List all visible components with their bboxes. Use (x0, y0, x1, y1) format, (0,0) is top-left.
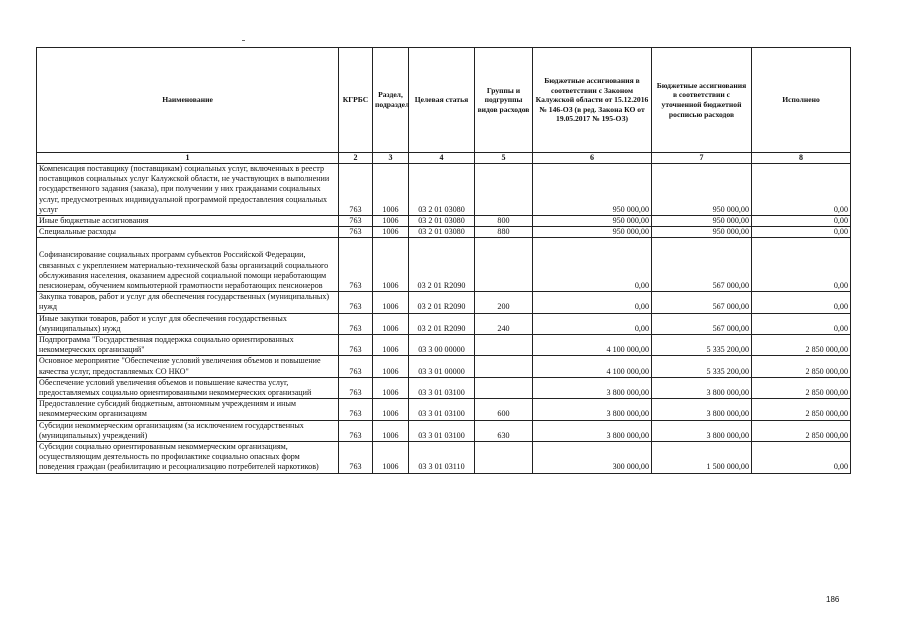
row-law-budget: 4 100 000,00 (533, 335, 652, 356)
table-row (37, 442, 851, 474)
row-kgrbs: 763 (339, 377, 373, 398)
row-target: 03 2 01 R2090 (409, 292, 475, 313)
header-group: Группы и подгруппы видов расходов (475, 48, 533, 153)
row-kgrbs: 763 (339, 238, 373, 292)
row-law-budget: 950 000,00 (533, 227, 652, 238)
row-kgrbs: 763 (339, 356, 373, 377)
row-refined-budget: 950 000,00 (652, 227, 752, 238)
row-refined-budget: 5 335 200,00 (652, 335, 752, 356)
scan-mark (242, 40, 245, 41)
row-law-budget: 0,00 (533, 238, 652, 292)
row-group: 240 (475, 313, 533, 334)
row-executed: 2 850 000,00 (752, 335, 851, 356)
row-section: 1006 (373, 313, 409, 334)
row-law-budget: 3 800 000,00 (533, 420, 652, 441)
table-row (37, 335, 851, 356)
row-target: 03 3 01 03100 (409, 377, 475, 398)
row-name: Предоставление субсидий бюджетным, автономным учреждениям и иным некоммерческим организациям (37, 399, 339, 420)
header-section: Раздел, подраздел (373, 48, 409, 153)
page-number: 186 (826, 595, 840, 604)
budget-table (36, 47, 851, 474)
row-kgrbs: 763 (339, 335, 373, 356)
header-kgrbs: КГРБС (339, 48, 373, 153)
row-refined-budget: 567 000,00 (652, 292, 752, 313)
table-row (37, 420, 851, 441)
row-law-budget: 950 000,00 (533, 164, 652, 216)
row-target: 03 3 01 03110 (409, 442, 475, 474)
row-group (475, 377, 533, 398)
table-row (37, 377, 851, 398)
row-kgrbs: 763 (339, 399, 373, 420)
row-executed: 0,00 (752, 238, 851, 292)
row-kgrbs: 763 (339, 313, 373, 334)
row-law-budget: 0,00 (533, 292, 652, 313)
row-section: 1006 (373, 377, 409, 398)
header-law-budget: Бюджетные ассигнования в соответствии с Законом Калужской области от 15.12.2016 № 146-ОЗ (в ред. Закона КО от 19.05.2017 № 195-ОЗ) (533, 48, 652, 153)
row-kgrbs: 763 (339, 227, 373, 238)
column-number: 7 (652, 153, 752, 164)
table-row (37, 227, 851, 238)
column-number: 6 (533, 153, 652, 164)
header-executed: Исполнено (752, 48, 851, 153)
row-executed: 0,00 (752, 292, 851, 313)
row-kgrbs: 763 (339, 442, 373, 474)
row-refined-budget: 3 800 000,00 (652, 420, 752, 441)
row-target: 03 2 01 03080 (409, 164, 475, 216)
column-number: 5 (475, 153, 533, 164)
row-kgrbs: 763 (339, 292, 373, 313)
row-name: Обеспечение условий увеличения объемов и повышение качества услуг, предоставляемых социально ориентированными некоммерческих организаций (37, 377, 339, 398)
row-law-budget: 4 100 000,00 (533, 356, 652, 377)
row-law-budget: 3 800 000,00 (533, 399, 652, 420)
table-row (37, 399, 851, 420)
row-target: 03 2 01 03080 (409, 216, 475, 227)
row-name: Закупка товаров, работ и услуг для обеспечения государственных (муниципальных) нужд (37, 292, 339, 313)
column-number: 3 (373, 153, 409, 164)
row-name: Специальные расходы (37, 227, 339, 238)
header-target: Целевая статья (409, 48, 475, 153)
budget-table-sheet (36, 47, 850, 474)
row-name: Субсидии некоммерческим организациям (за исключением государственных (муниципальных) учреждений) (37, 420, 339, 441)
row-section: 1006 (373, 292, 409, 313)
row-group: 880 (475, 227, 533, 238)
row-refined-budget: 950 000,00 (652, 216, 752, 227)
row-section: 1006 (373, 442, 409, 474)
row-target: 03 2 01 R2090 (409, 238, 475, 292)
row-target: 03 2 01 R2090 (409, 313, 475, 334)
row-executed: 0,00 (752, 313, 851, 334)
row-target: 03 3 01 03100 (409, 399, 475, 420)
row-executed: 0,00 (752, 442, 851, 474)
row-section: 1006 (373, 399, 409, 420)
row-refined-budget: 5 335 200,00 (652, 356, 752, 377)
row-law-budget: 300 000,00 (533, 442, 652, 474)
row-target: 03 2 01 03080 (409, 227, 475, 238)
row-refined-budget: 3 800 000,00 (652, 399, 752, 420)
row-name: Иные закупки товаров, работ и услуг для обеспечения государственных (муниципальных) нужд (37, 313, 339, 334)
column-number: 1 (37, 153, 339, 164)
row-refined-budget: 1 500 000,00 (652, 442, 752, 474)
row-name: Субсидии социально ориентированным некоммерческим организациям, осуществляющим деятельность по профилактике социально опасных форм поведения граждан (реабилитацию и ресоциализацию потребителей наркотиков) (37, 442, 339, 474)
row-name: Компенсация поставщику (поставщикам) социальных услуг, включенных в реестр поставщиков социальных услуг Калужской области, не участвующих в выполнении государственного задания (заказа), при получении у них гражданами социальных услуг, предусмотренных индивидуальной программой предоставления социальных услуг (37, 164, 339, 216)
column-number-row (37, 153, 851, 164)
row-group (475, 442, 533, 474)
column-number: 8 (752, 153, 851, 164)
row-name: Софинансирование социальных программ субъектов Российской Федерации, связанных с укреплением материально-технической базы организаций социального обслуживания населения, оказанием адресной социальной помощи неработающим пенсионерам, обучением компьютерной грамотности неработающих пенсионеров (37, 238, 339, 292)
row-refined-budget: 567 000,00 (652, 313, 752, 334)
column-number: 4 (409, 153, 475, 164)
row-section: 1006 (373, 420, 409, 441)
header-name: Наименование (37, 48, 339, 153)
table-row (37, 292, 851, 313)
row-group (475, 335, 533, 356)
row-section: 1006 (373, 227, 409, 238)
row-executed: 0,00 (752, 227, 851, 238)
header-row (37, 48, 851, 153)
row-target: 03 3 01 03100 (409, 420, 475, 441)
column-number: 2 (339, 153, 373, 164)
row-section: 1006 (373, 164, 409, 216)
row-group (475, 356, 533, 377)
row-refined-budget: 950 000,00 (652, 164, 752, 216)
table-row (37, 313, 851, 334)
row-kgrbs: 763 (339, 216, 373, 227)
row-name: Иные бюджетные ассигнования (37, 216, 339, 227)
row-law-budget: 950 000,00 (533, 216, 652, 227)
row-kgrbs: 763 (339, 420, 373, 441)
row-name: Подпрограмма "Государственная поддержка социально ориентированных некоммерческих организаций" (37, 335, 339, 356)
row-group: 800 (475, 216, 533, 227)
table-row (37, 216, 851, 227)
row-group (475, 164, 533, 216)
row-group (475, 238, 533, 292)
row-target: 03 3 01 00000 (409, 356, 475, 377)
row-kgrbs: 763 (339, 164, 373, 216)
row-group: 200 (475, 292, 533, 313)
row-executed: 2 850 000,00 (752, 399, 851, 420)
row-group: 600 (475, 399, 533, 420)
row-law-budget: 0,00 (533, 313, 652, 334)
row-section: 1006 (373, 335, 409, 356)
row-executed: 2 850 000,00 (752, 356, 851, 377)
row-refined-budget: 567 000,00 (652, 238, 752, 292)
row-refined-budget: 3 800 000,00 (652, 377, 752, 398)
row-section: 1006 (373, 238, 409, 292)
row-target: 03 3 00 00000 (409, 335, 475, 356)
row-section: 1006 (373, 216, 409, 227)
row-executed: 2 850 000,00 (752, 420, 851, 441)
header-refined-budget: Бюджетные ассигнования в соответствии с уточненной бюджетной росписью расходов (652, 48, 752, 153)
table-row (37, 164, 851, 216)
row-section: 1006 (373, 356, 409, 377)
row-group: 630 (475, 420, 533, 441)
table-row (37, 356, 851, 377)
row-executed: 0,00 (752, 164, 851, 216)
row-executed: 0,00 (752, 216, 851, 227)
table-row (37, 238, 851, 292)
row-executed: 2 850 000,00 (752, 377, 851, 398)
row-name: Основное мероприятие "Обеспечение условий увеличения объемов и повышение качества услуг, предоставляемых СО НКО" (37, 356, 339, 377)
row-law-budget: 3 800 000,00 (533, 377, 652, 398)
